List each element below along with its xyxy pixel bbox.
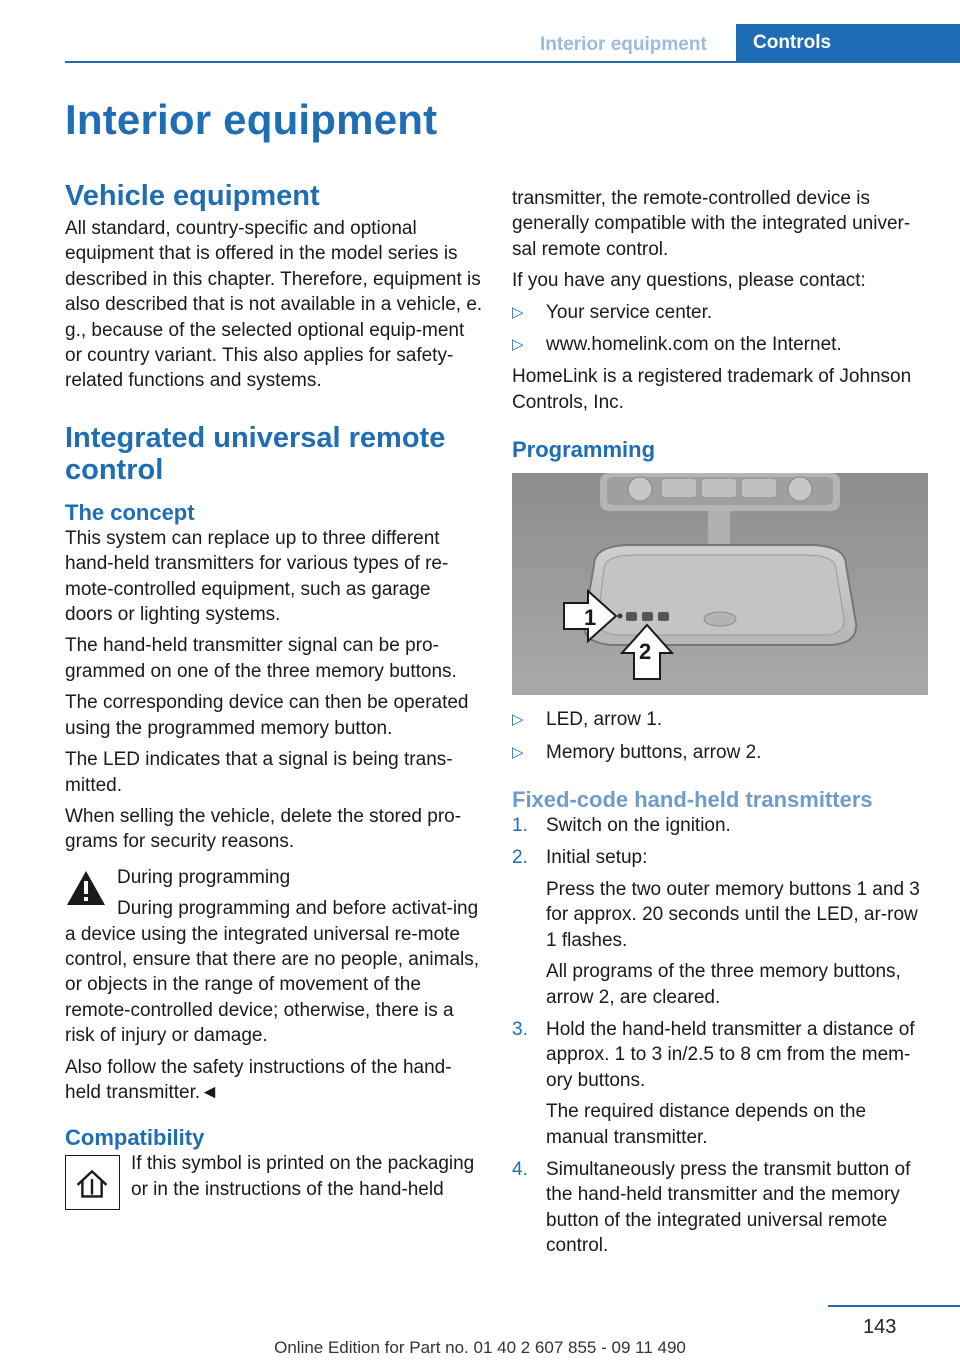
right-column (512, 186, 930, 1266)
bullet-arrow-icon: ▷ (512, 711, 524, 729)
list-item: 4. Simultaneously press the transmit button of the hand-held transmitter and the memory button of the integrated universal remote control. (512, 1158, 911, 1257)
list-item: 1. Switch on the ignition. (512, 815, 731, 837)
warning-title: During programming (117, 866, 291, 888)
bullet-arrow-icon: ▷ (512, 303, 524, 321)
left-column (65, 180, 483, 1208)
contact-intro: If you have any questions, please contact: (512, 270, 866, 292)
page-number: 143 (863, 1316, 897, 1338)
programming-heading: Programming (512, 437, 656, 463)
footer-edition-text: Online Edition for Part no. 01 40 2 607 855 - 09 11 490 (274, 1338, 686, 1357)
callout-1-label: 1 (584, 605, 597, 631)
warning-text: During programming and before activat-ing a device using the integrated universal re-mote control, ensure that there are no people, animals, or objects in the range of movement of the remote-controlled device; otherwise, there is a risk of injury or damage. (65, 898, 480, 1047)
page-title: Interior equipment (65, 96, 438, 143)
list-item: ▷ www.homelink.com on the Internet. (512, 332, 930, 357)
list-item: 3. Hold the hand-held transmitter a distance of approx. 1 to 3 in/2.5 to 8 cm from the mem-ory buttons. The required distance depends on the manual transmitter. (512, 1018, 915, 1148)
warning-box (65, 865, 483, 1106)
concept-paragraph: This system can replace up to three different hand-held transmitters for various types of re-mote-controlled equipment, such as garage doors or lighting systems. (65, 527, 449, 626)
continuation-text: transmitter, the remote-controlled device is generally compatible with the integrated univer-sal remote control. (512, 188, 911, 260)
bullet-arrow-icon: ▷ (512, 336, 524, 354)
concept-paragraph: The hand-held transmitter signal can be pro-grammed on one of the three memory buttons. (65, 635, 457, 682)
callout-2-label: 2 (639, 639, 652, 665)
legend-list (512, 707, 930, 765)
rearview-mirror-photo (512, 473, 928, 695)
home-antenna-icon (65, 1155, 120, 1210)
header-rule (65, 61, 960, 63)
bullet-arrow-icon: ▷ (512, 743, 524, 761)
concept-paragraph: When selling the vehicle, delete the stored pro-grams for security reasons. (65, 805, 462, 853)
header-section-title: Interior equipment (540, 34, 707, 55)
concept-heading: The concept (65, 499, 195, 525)
steps-list (512, 813, 930, 1259)
compatibility-block (65, 1151, 483, 1202)
list-item: 2. Initial setup: Press the two outer memory buttons 1 and 3 for approx. 20 seconds until the LED, ar-row 1 flashes. All programs of the three memory buttons, arrow 2, are cleared. (512, 847, 920, 1008)
contact-list (512, 300, 930, 358)
header-chapter-tab[interactable]: Controls (736, 24, 960, 62)
warning-triangle-icon (65, 869, 107, 907)
list-item: ▷ Memory buttons, arrow 2. (512, 740, 930, 765)
fixed-code-heading: Fixed-code hand-held transmitters (512, 787, 873, 813)
warning-followup: Also follow the safety instructions of the hand-held transmitter.◄ (65, 1056, 452, 1103)
compatibility-heading: Compatibility (65, 1125, 205, 1151)
trademark-text: HomeLink is a registered trademark of Johnson Controls, Inc. (512, 366, 912, 413)
vehicle-equipment-text: All standard, country-specific and optional equipment that is offered in the model series is described in this chapter. Therefore, equipment is also described that is not available in a vehicle, e. g., because of the selected optional equip-ment or country variant. This also applies for safety-related functions and systems. (65, 218, 483, 392)
list-item: ▷ Your service center. (512, 300, 930, 325)
concept-paragraph: The LED indicates that a signal is being trans-mitted. (65, 749, 453, 796)
compatibility-text: If this symbol is printed on the packaging or in the instructions of the hand-held (131, 1153, 475, 1200)
iurc-heading: Integrated universal remote control (65, 421, 446, 486)
footer-rule (828, 1305, 960, 1307)
concept-paragraph: The corresponding device can then be operated using the programmed memory button. (65, 692, 469, 739)
vehicle-equipment-heading: Vehicle equipment (65, 180, 320, 212)
list-item: ▷ LED, arrow 1. (512, 707, 930, 732)
